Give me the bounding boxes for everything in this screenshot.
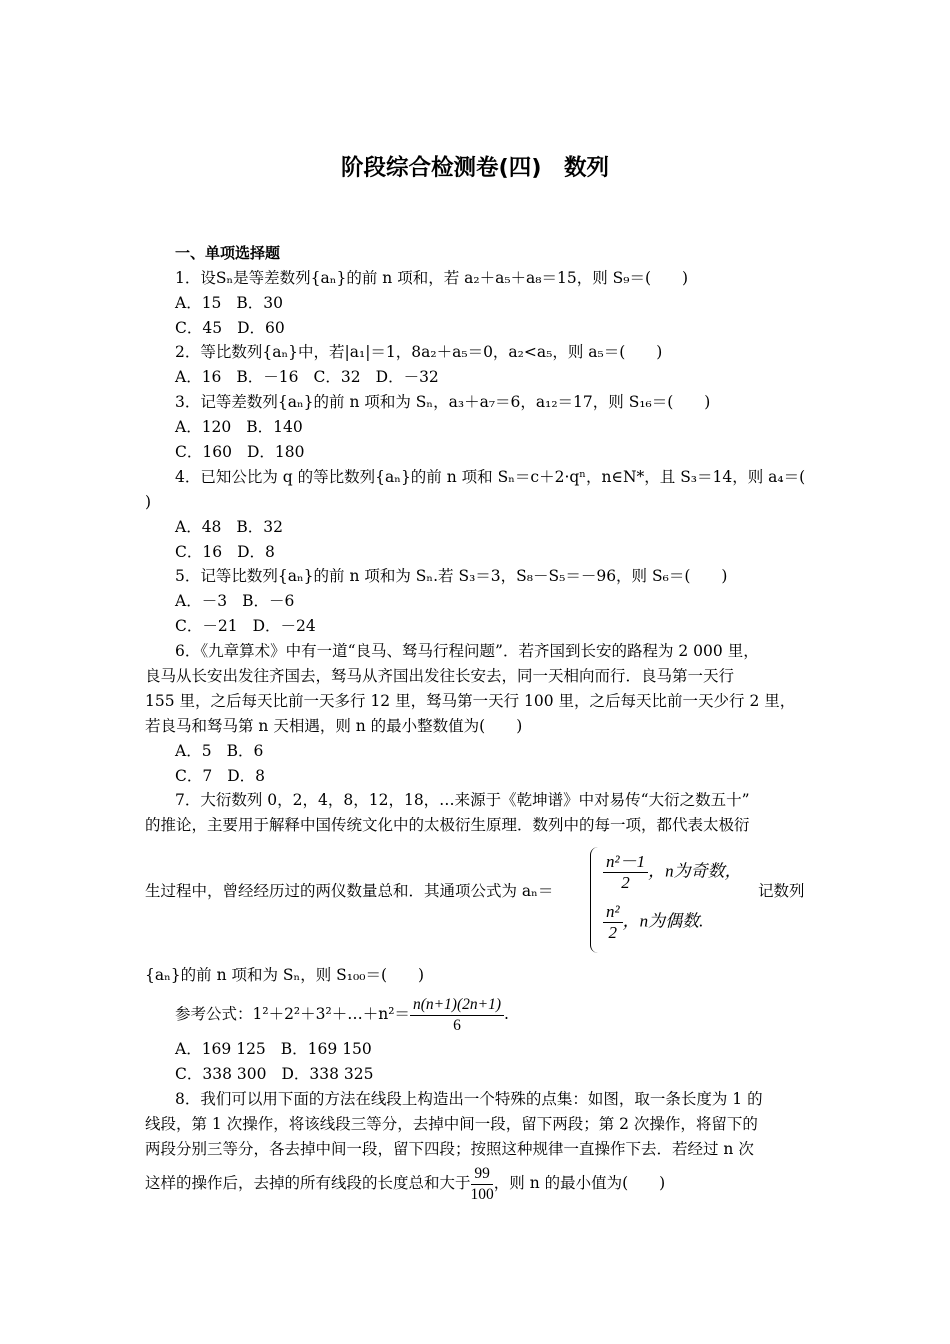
case-2-numerator: n² [603, 902, 623, 923]
q7-option-b: B．169 150 [280, 1040, 372, 1058]
question-7-line-3: 生过程中，曾经经历过的两仪数量总和．其通项公式为 aₙ＝ [145, 882, 554, 900]
formula-fraction [410, 995, 504, 1036]
piecewise-case-2 [603, 902, 703, 943]
case-1-denominator: 2 [621, 873, 630, 892]
question-4-options-row-2 [175, 541, 275, 563]
question-1-text: 1．设Sₙ是等差数列{aₙ}的前 n 项和，若 a₂＋a₅＋a₈＝15，则 S₉＝( ) [175, 269, 689, 287]
q6-option-c: C．7 [175, 767, 213, 785]
q3-option-c: C．160 [175, 443, 232, 461]
question-1-options-row-1 [175, 292, 283, 314]
question-7-line-2: 的推论，主要用于解释中国传统文化中的太极衍生原理．数列中的每一项，都代表太极衍 [145, 816, 750, 834]
question-7-line-1: 7．大衍数列 0，2，4，8，12，18，…来源于《乾坤谱》中对易传“大衍之数五十” [175, 791, 750, 809]
question-3-options-row-1 [175, 416, 303, 438]
question-6-options-row-2 [175, 765, 265, 787]
page-title: 阶段综合检测卷(四) 数列 [340, 155, 610, 181]
q6-option-b: B．6 [226, 742, 264, 760]
section-heading: 一、单项选择题 [175, 244, 281, 262]
question-5-options-row-2 [175, 615, 316, 637]
question-5-text: 5．记等比数列{aₙ}的前 n 项和为 Sₙ.若 S₃＝3，S₈－S₅＝－96，则 S₆＝( ) [175, 567, 728, 585]
formula-prefix: 参考公式：1²＋2²＋3²＋…＋n²＝ [175, 1005, 410, 1023]
formula-suffix: . [504, 1005, 509, 1023]
question-6-line-4: 若良马和驽马第 n 天相遇，则 n 的最小整数值为( ) [145, 717, 523, 735]
q3-option-d: D．180 [246, 443, 305, 461]
case-1-condition: ，n为奇数， [648, 861, 742, 881]
q8-fraction [471, 1164, 494, 1205]
q7-option-a: A．169 125 [175, 1040, 266, 1058]
piecewise-brace [590, 847, 601, 953]
q4-option-b: B．32 [236, 518, 284, 536]
q8-fraction-denominator: 100 [470, 1185, 494, 1203]
question-7-options-row-1 [175, 1038, 372, 1060]
q5-option-a: A．－3 [175, 592, 228, 610]
q1-option-d: D．60 [237, 319, 285, 337]
question-4-text: 4．已知公比为 q 的等比数列{aₙ}的前 n 项和 Sₙ＝c＋2·qⁿ，n∈N*，且 S₃＝14，则 a₄＝( [175, 468, 806, 486]
question-6-options-row-1 [175, 740, 263, 762]
question-3-text: 3．记等差数列{aₙ}的前 n 项和为 Sₙ，a₃＋a₇＝6，a₁₂＝17，则 S₁₆＝( ) [175, 393, 711, 411]
q3-option-b: B．140 [246, 418, 303, 436]
q8-line-4-prefix: 这样的操作后，去掉的所有线段的长度总和大于 [145, 1174, 471, 1192]
formula-numerator: n(n+1)(2n+1) [410, 995, 504, 1016]
case-2-fraction [603, 902, 623, 943]
q7-option-c: C．338 300 [175, 1065, 267, 1083]
question-8-line-1: 8．我们可以用下面的方法在线段上构造出一个特殊的点集：如图，取一条长度为 1 的 [175, 1090, 763, 1108]
q4-option-a: A．48 [175, 518, 222, 536]
question-8-line-2: 线段，第 1 次操作，将该线段三等分，去掉中间一段，留下两段；第 2 次操作，将留下的 [145, 1115, 758, 1133]
q3-option-a: A．120 [175, 418, 232, 436]
q5-option-b: B．－6 [242, 592, 295, 610]
q2-option-b: B．－16 [236, 368, 299, 386]
q7-option-d: D．338 325 [281, 1065, 374, 1083]
q5-option-d: D．－24 [252, 617, 316, 635]
q1-option-b: B．30 [236, 294, 284, 312]
question-3-options-row-2 [175, 441, 304, 463]
piecewise-case-1 [603, 852, 742, 893]
q8-line-4-suffix: ，则 n 的最小值为( ) [493, 1174, 666, 1192]
question-1-options-row-2 [175, 317, 285, 339]
q2-option-a: A．16 [175, 368, 222, 386]
question-7-formula [175, 994, 509, 1036]
question-4-options-row-1 [175, 516, 283, 538]
case-1-fraction [603, 852, 648, 893]
q6-option-a: A．5 [175, 742, 212, 760]
q1-option-c: C．45 [175, 319, 223, 337]
case-2-condition: ，n为偶数. [622, 911, 704, 931]
q6-option-d: D．8 [227, 767, 266, 785]
question-7-line-4: {aₙ}的前 n 项和为 Sₙ，则 S₁₀₀＝( ) [145, 966, 425, 984]
q2-option-c: C．32 [313, 368, 361, 386]
question-7-options-row-2 [175, 1063, 374, 1085]
question-2-options-row [175, 366, 439, 388]
question-7-line-3-end: 记数列 [758, 882, 805, 900]
q5-option-c: C．－21 [175, 617, 238, 635]
question-6-line-2: 良马从长安出发往齐国去，驽马从齐国出发往长安去，同一天相向而行．良马第一天行 [145, 667, 735, 685]
q1-option-a: A．15 [175, 294, 222, 312]
q8-fraction-numerator: 99 [471, 1164, 493, 1185]
formula-denominator: 6 [453, 1016, 461, 1034]
case-2-denominator: 2 [608, 923, 618, 942]
question-6-line-3: 155 里，之后每天比前一天多行 12 里，驽马第一天行 100 里，之后每天比前一天少行 2 里， [145, 692, 796, 710]
case-1-numerator: n²－1 [603, 852, 648, 873]
question-4-text-cont: ) [145, 493, 152, 511]
question-6-line-1: 6．《九章算术》中有一道“良马、驽马行程问题”．若齐国到长安的路程为 2 000 里， [175, 642, 759, 660]
q2-option-d: D．－32 [375, 368, 439, 386]
question-2-text: 2．等比数列{aₙ}中，若|a₁|＝1，8a₂＋a₅＝0，a₂<a₅，则 a₅＝( ) [175, 343, 663, 361]
q4-option-d: D．8 [237, 543, 275, 561]
question-8-line-4 [145, 1162, 665, 1205]
question-8-line-3: 两段分别三等分，各去掉中间一段，留下四段；按照这种规律一直操作下去．若经过 n 次 [145, 1140, 754, 1158]
q4-option-c: C．16 [175, 543, 223, 561]
question-5-options-row-1 [175, 590, 294, 612]
